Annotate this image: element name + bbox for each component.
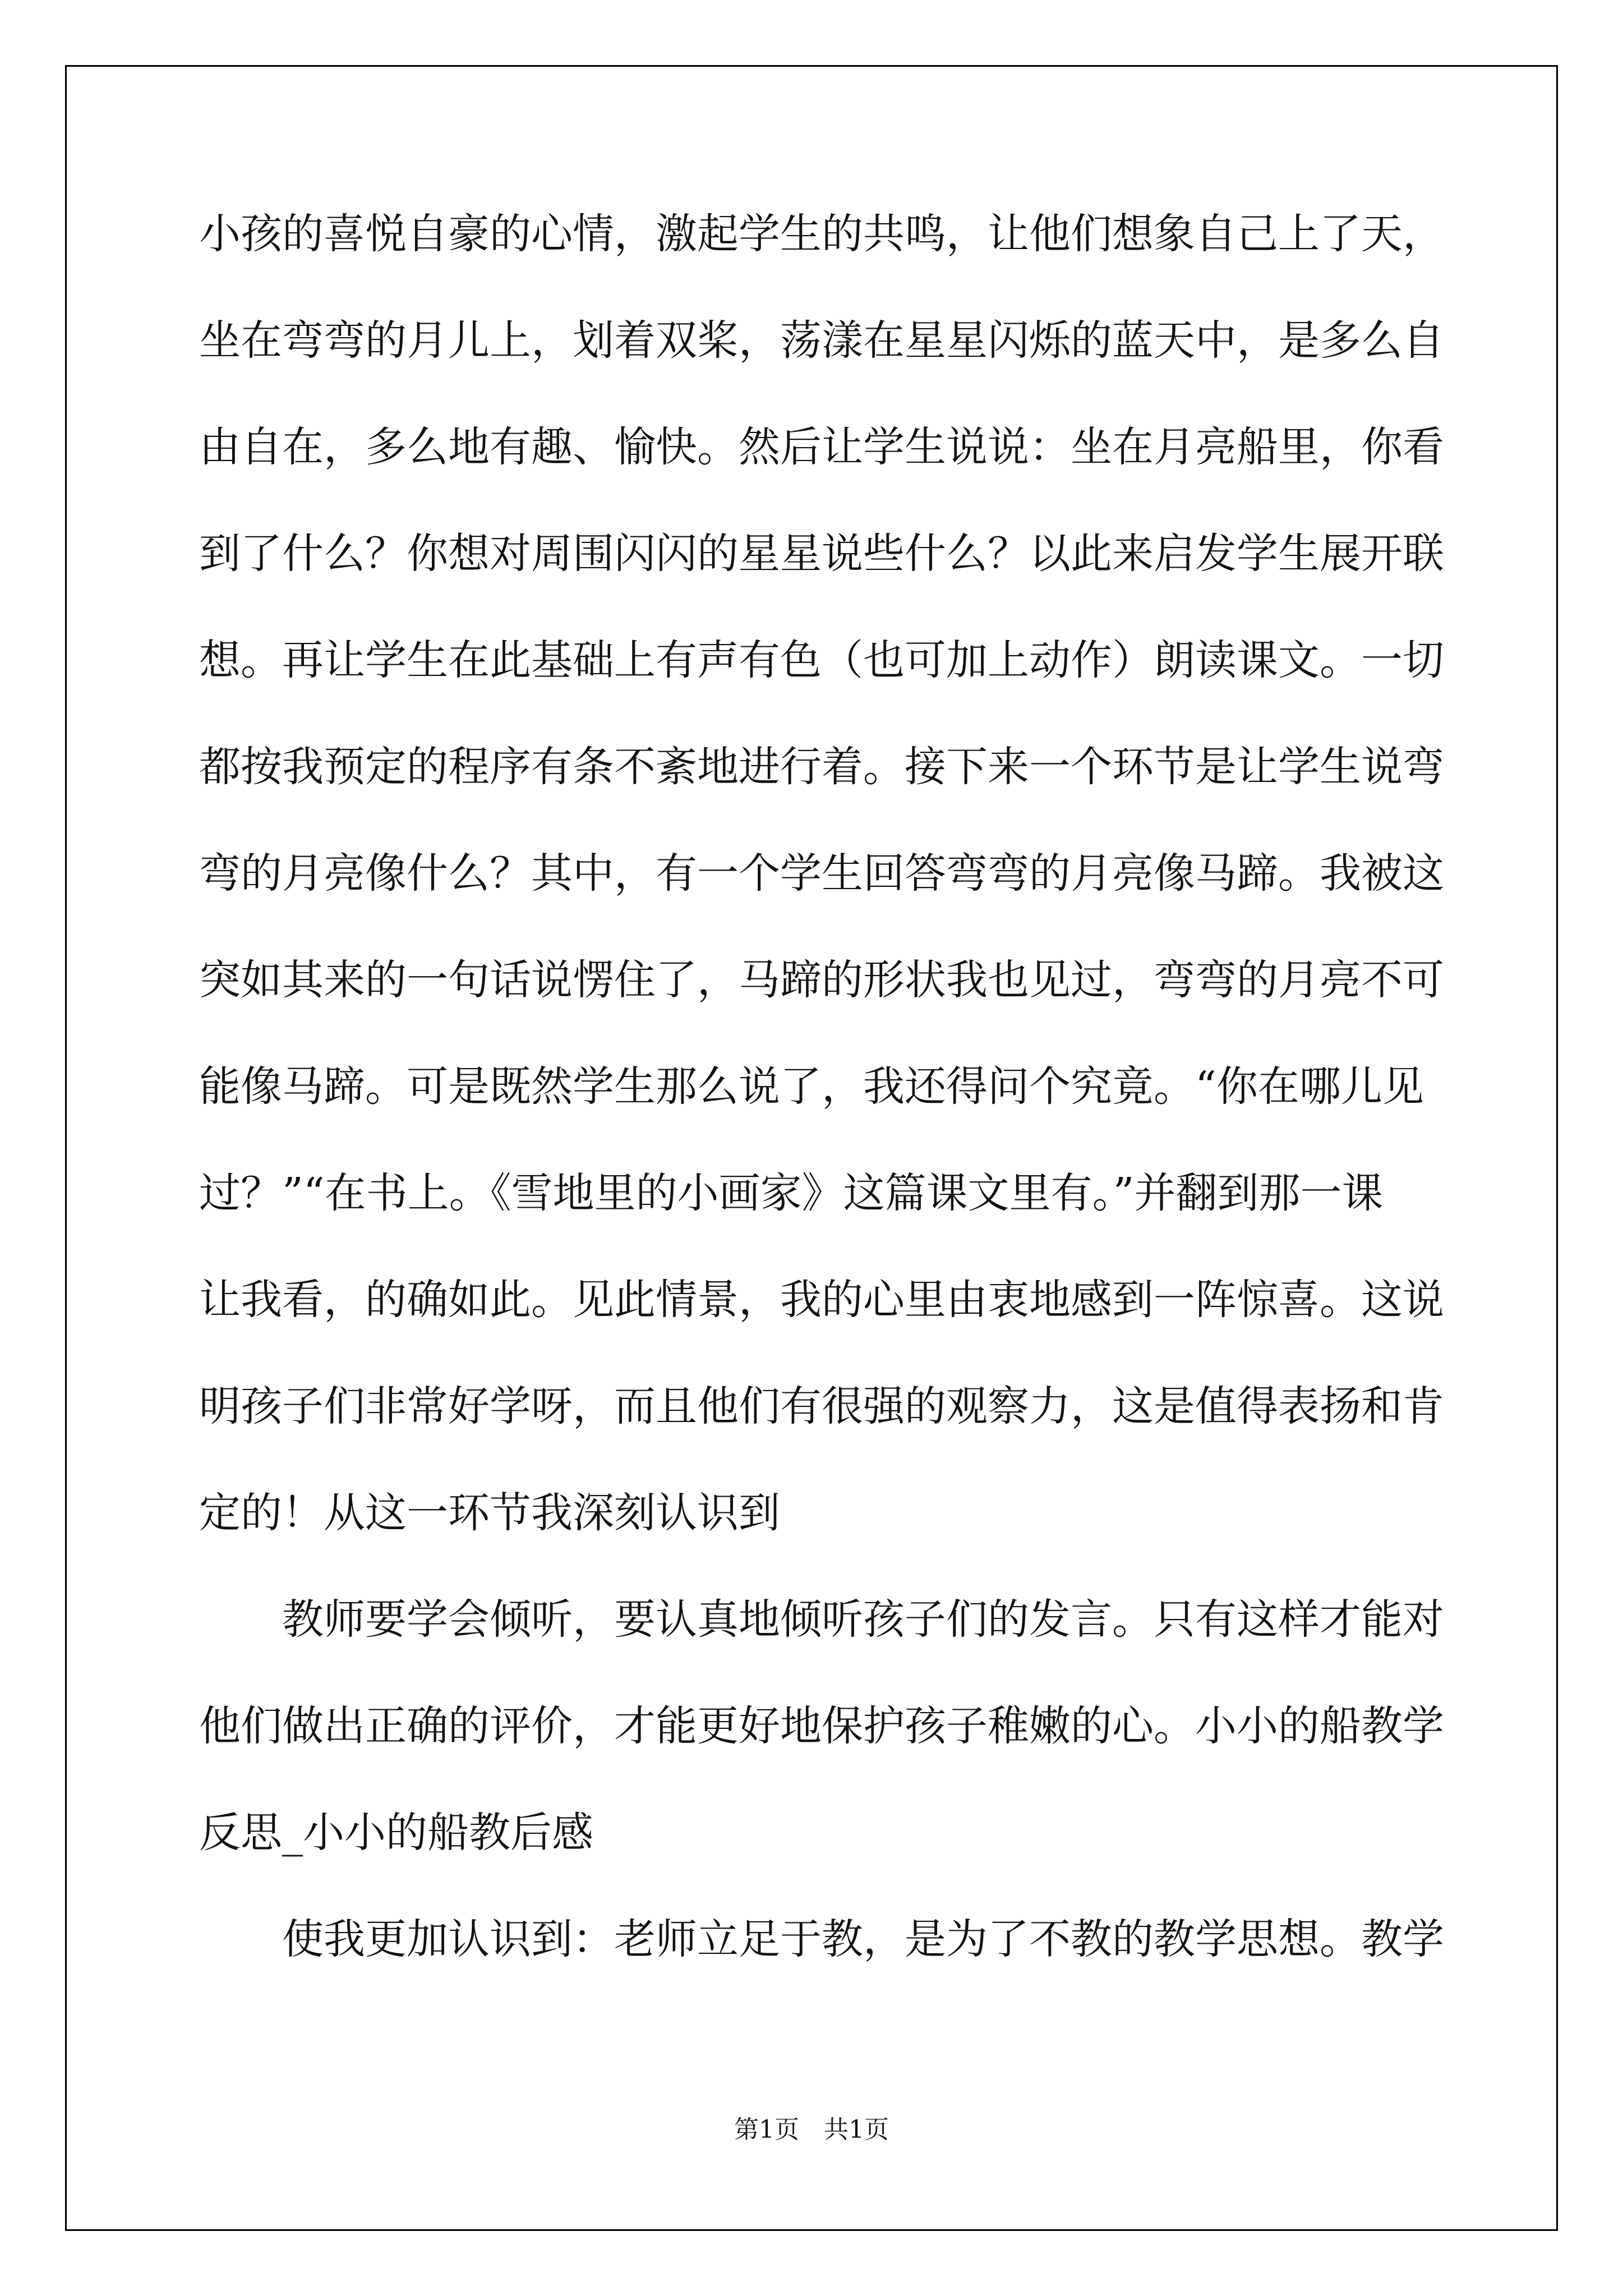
text-line: 教师要学会倾听，要认真地倾听孩子们的发言。只有这样才能对 bbox=[282, 1595, 1444, 1644]
text-line: 到了什么？你想对周围闪闪的星星说些什么？以此来启发学生展开联 bbox=[199, 530, 1444, 578]
text-line: 让我看，的确如此。见此情景，我的心里由衷地感到一阵惊喜。这说 bbox=[199, 1276, 1444, 1324]
text-line: 他们做出正确的评价，才能更好地保护孩子稚嫩的心。小小的船教学 bbox=[199, 1702, 1444, 1750]
text-line: 想。再让学生在此基础上有声有色（也可加上动作）朗读课文。一切 bbox=[199, 636, 1444, 684]
text-line: 突如其来的一句话说愣住了，马蹄的形状我也见过，弯弯的月亮不可 bbox=[199, 956, 1444, 1004]
paragraph-3 bbox=[199, 1886, 1444, 1993]
text-line: 小孩的喜悦自豪的心情，激起学生的共鸣，让他们想象自己上了天， bbox=[199, 210, 1444, 258]
text-line: 明孩子们非常好学呀，而且他们有很强的观察力，这是值得表扬和肯 bbox=[199, 1382, 1444, 1430]
text-line: 反思_小小的船教后感 bbox=[199, 1809, 593, 1857]
paragraph-1 bbox=[199, 181, 1444, 1566]
text-line: 过？”“在书上。《雪地里的小画家》这篇课文里有。”并翻到那一课 bbox=[199, 1169, 1384, 1217]
text-line: 弯的月亮像什么？其中，有一个学生回答弯弯的月亮像马蹄。我被这 bbox=[199, 849, 1444, 898]
paragraph-2 bbox=[199, 1566, 1444, 1886]
text-line: 由自在，多么地有趣、愉快。然后让学生说说：坐在月亮船里，你看 bbox=[199, 423, 1444, 471]
page-number: 第1页 共1页 bbox=[734, 2115, 889, 2144]
text-line: 定的！从这一环节我深刻认识到 bbox=[199, 1489, 780, 1537]
text-line: 使我更加认识到：老师立足于教，是为了不教的教学思想。教学 bbox=[282, 1915, 1444, 1963]
text-line: 坐在弯弯的月儿上，划着双桨，荡漾在星星闪烁的蓝天中，是多么自 bbox=[199, 316, 1444, 365]
text-line: 能像马蹄。可是既然学生那么说了，我还得问个究竟。“你在哪儿见 bbox=[199, 1062, 1424, 1111]
text-line: 都按我预定的程序有条不紊地进行着。接下来一个环节是让学生说弯 bbox=[199, 743, 1444, 791]
